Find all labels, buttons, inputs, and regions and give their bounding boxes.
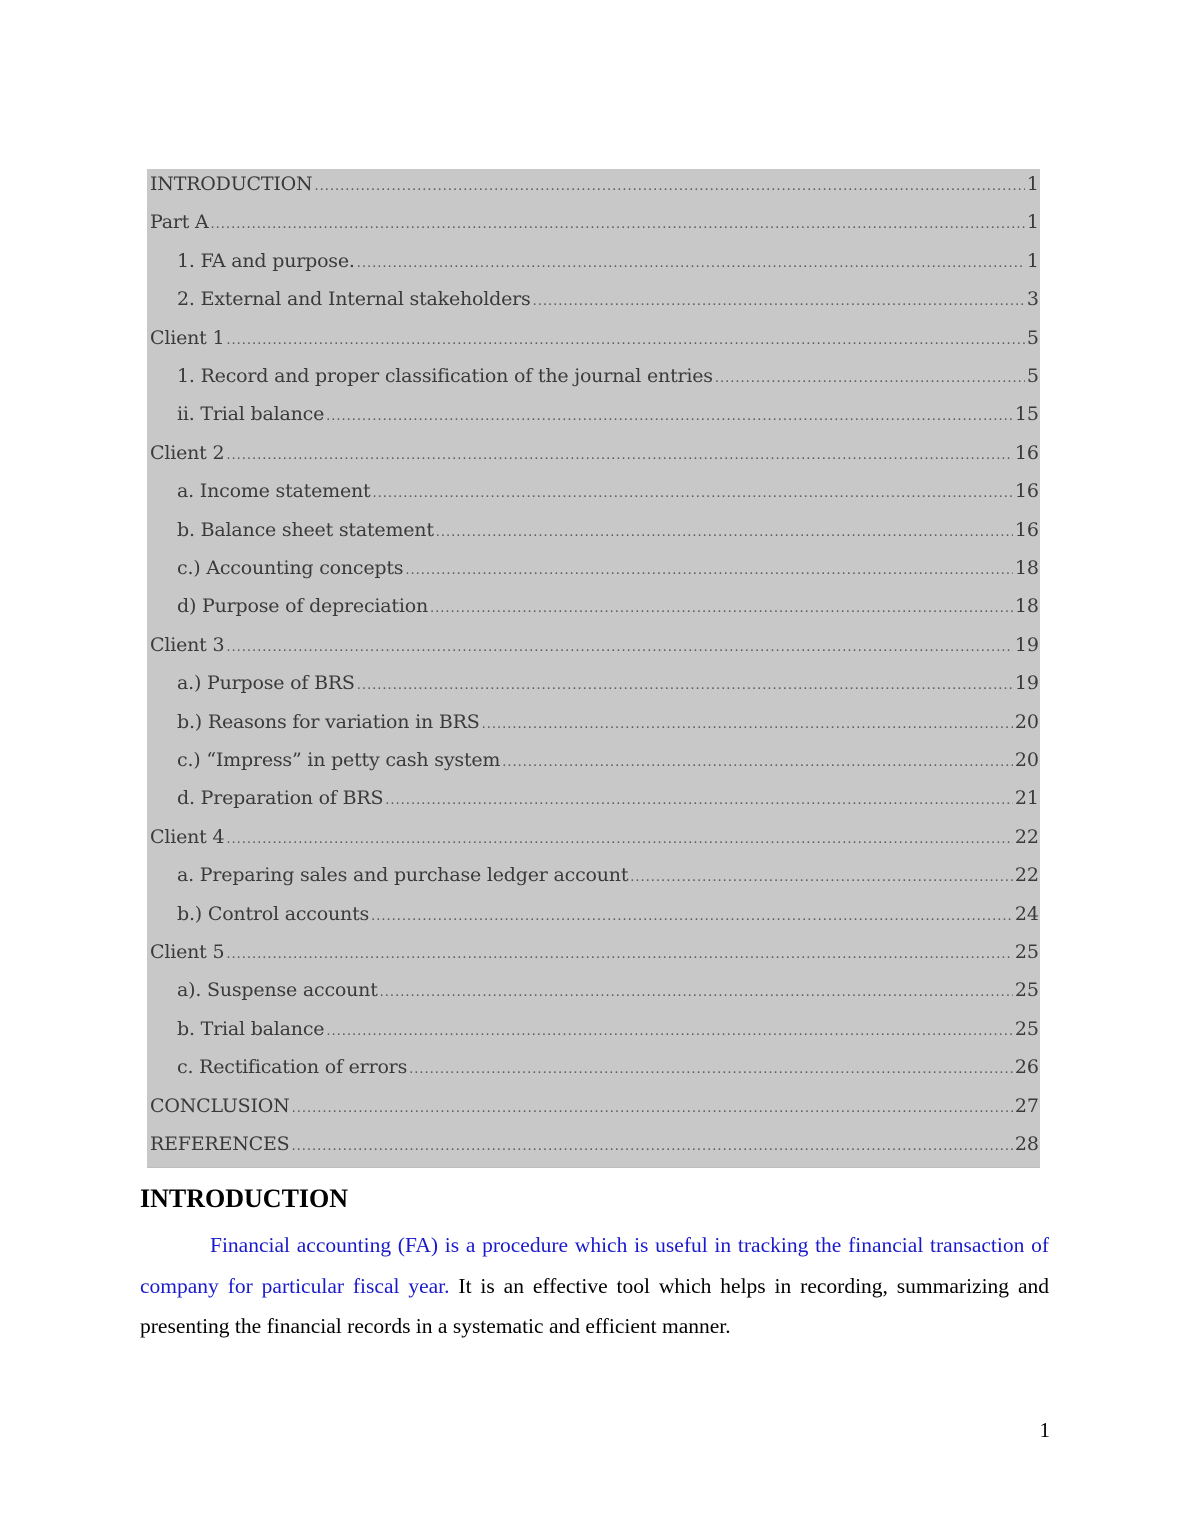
toc-dot-leader: [357, 249, 1025, 276]
toc-entry-page: 18: [1014, 595, 1039, 618]
toc-entry[interactable]: [147, 822, 1040, 852]
toc-entry[interactable]: [147, 553, 1040, 583]
toc-entry-label: c. Rectification of errors: [177, 1056, 408, 1079]
toc-entry-page: 16: [1014, 518, 1039, 541]
toc-entry-label: c.) Accounting concepts: [177, 557, 404, 579]
toc-dot-leader: [211, 210, 1025, 237]
toc-entry-page: 26: [1014, 1056, 1039, 1079]
toc-dot-leader: [715, 364, 1025, 391]
toc-entry-label: Client 4: [150, 825, 225, 848]
toc-entry-label: Client 3: [150, 633, 225, 656]
toc-entry-label: ii. Trial balance: [177, 403, 325, 426]
toc-entry-page: 25: [1014, 941, 1039, 963]
toc-dot-leader: [372, 479, 1012, 506]
toc-dot-leader: [405, 556, 1012, 583]
toc-entry[interactable]: [147, 1014, 1040, 1044]
toc-entry[interactable]: [147, 1129, 1040, 1159]
toc-dot-leader: [502, 748, 1013, 775]
toc-entry-page: 20: [1014, 710, 1039, 733]
toc-entry[interactable]: [147, 207, 1040, 237]
toc-entry-label: b. Trial balance: [177, 1017, 325, 1040]
toc-entry-page: 5: [1026, 326, 1039, 349]
toc-entry-label: d. Preparation of BRS: [177, 787, 384, 810]
toc-dot-leader: [482, 710, 1013, 737]
toc-entry[interactable]: [147, 361, 1040, 391]
toc-entry-label: 1. Record and proper classification of the journal entries: [177, 365, 713, 387]
toc-entry-page: 25: [1014, 1017, 1039, 1040]
highlighted-sentence: Financial accounting (FA) is a procedure which is useful in tracking the financial transaction of company for particular fiscal year.: [140, 1233, 1049, 1298]
toc-entry-label: Client 5: [150, 941, 225, 963]
toc-entry-label: Part A: [150, 211, 209, 234]
toc-entry[interactable]: [147, 937, 1040, 967]
toc-entry-page: 16: [1014, 441, 1039, 464]
toc-entry-label: a.) Purpose of BRS: [177, 672, 355, 695]
toc-dot-leader: [357, 671, 1013, 698]
toc-dot-leader: [226, 441, 1012, 468]
toc-entry-label: INTRODUCTION: [150, 173, 313, 195]
toc-entry-label: c.) “Impress” in petty cash system: [177, 749, 501, 771]
toc-entry-label: d) Purpose of depreciation: [177, 595, 428, 618]
toc-entry-label: CONCLUSION: [150, 1094, 290, 1117]
toc-entry-page: 22: [1014, 825, 1039, 848]
toc-entry[interactable]: [147, 899, 1040, 929]
toc-entry-label: REFERENCES: [150, 1133, 290, 1155]
toc-dot-leader: [409, 1055, 1013, 1082]
toc-dot-leader: [326, 1017, 1012, 1044]
toc-dot-leader: [292, 1094, 1013, 1121]
toc-entry-page: 19: [1014, 672, 1039, 695]
toc-dot-leader: [380, 978, 1013, 1005]
toc-entry-page: 16: [1014, 480, 1039, 503]
toc-entry[interactable]: [147, 668, 1040, 698]
toc-entry[interactable]: [147, 246, 1040, 276]
toc-entry[interactable]: [147, 169, 1040, 199]
toc-entry-page: 15: [1014, 403, 1039, 426]
toc-dot-leader: [436, 518, 1013, 545]
toc-dot-leader: [226, 940, 1012, 967]
introduction-paragraph[interactable]: [140, 1225, 1049, 1347]
toc-entry-label: 2. External and Internal stakeholders: [177, 288, 531, 311]
toc-entry-label: a. Preparing sales and purchase ledger account: [177, 864, 629, 887]
toc-dot-leader: [430, 594, 1013, 621]
toc-entry-page: 1: [1026, 173, 1039, 195]
toc-entry[interactable]: [147, 1052, 1040, 1082]
toc-dot-leader: [291, 1132, 1012, 1159]
toc-dot-leader: [371, 902, 1013, 929]
toc-entry[interactable]: [147, 591, 1040, 621]
toc-entry-page: 5: [1026, 365, 1039, 387]
body-sentence: It is an effective tool which helps in recording, summarizing and presenting the financial records in a systematic and efficient manner.: [140, 1273, 1049, 1338]
toc-entry-page: 1: [1026, 249, 1039, 272]
toc-entry[interactable]: [147, 323, 1040, 353]
toc-entry-label: 1. FA and purpose.: [177, 249, 355, 272]
toc-entry-page: 18: [1014, 557, 1039, 579]
toc-entry-label: a). Suspense account: [177, 979, 378, 1002]
toc-entry-page: 19: [1014, 633, 1039, 656]
toc-entry-page: 20: [1014, 749, 1039, 771]
toc-entry[interactable]: [147, 1091, 1040, 1121]
toc-entry-page: 24: [1014, 902, 1039, 925]
toc-entry[interactable]: [147, 707, 1040, 737]
page-number: 1: [1039, 1418, 1050, 1442]
toc-entry-page: 3: [1026, 288, 1039, 311]
toc-dot-leader: [630, 863, 1013, 890]
toc-entry[interactable]: [147, 515, 1040, 545]
toc-dot-leader: [314, 172, 1024, 199]
toc-entry[interactable]: [147, 783, 1040, 813]
toc-entry-label: b.) Reasons for variation in BRS: [177, 710, 480, 733]
toc-entry-label: a. Income statement: [177, 480, 371, 503]
table-of-contents[interactable]: [147, 169, 1040, 1168]
introduction-heading: INTRODUCTION: [140, 1184, 349, 1213]
toc-entry-page: 1: [1026, 211, 1039, 234]
toc-dot-leader: [385, 786, 1013, 813]
toc-entry[interactable]: [147, 630, 1040, 660]
toc-entry-page: 21: [1014, 787, 1039, 810]
toc-entry[interactable]: [147, 399, 1040, 429]
toc-entry-label: b. Balance sheet statement: [177, 518, 434, 541]
toc-dot-leader: [226, 326, 1025, 353]
toc-entry[interactable]: [147, 476, 1040, 506]
toc-entry-label: Client 2: [150, 441, 225, 464]
toc-entry[interactable]: [147, 438, 1040, 468]
toc-entry-page: 28: [1014, 1133, 1039, 1155]
toc-entry[interactable]: [147, 975, 1040, 1005]
toc-entry[interactable]: [147, 860, 1040, 890]
toc-entry-page: 25: [1014, 979, 1039, 1002]
toc-entry-page: 22: [1014, 864, 1039, 887]
toc-entry-label: Client 1: [150, 326, 225, 349]
toc-dot-leader: [226, 633, 1012, 660]
toc-dot-leader: [533, 287, 1025, 314]
toc-entry-label: b.) Control accounts: [177, 902, 370, 925]
toc-dot-leader: [326, 402, 1013, 429]
toc-entry[interactable]: [147, 745, 1040, 775]
toc-entry-page: 27: [1014, 1094, 1039, 1117]
toc-dot-leader: [226, 825, 1012, 852]
toc-entry[interactable]: [147, 284, 1040, 314]
